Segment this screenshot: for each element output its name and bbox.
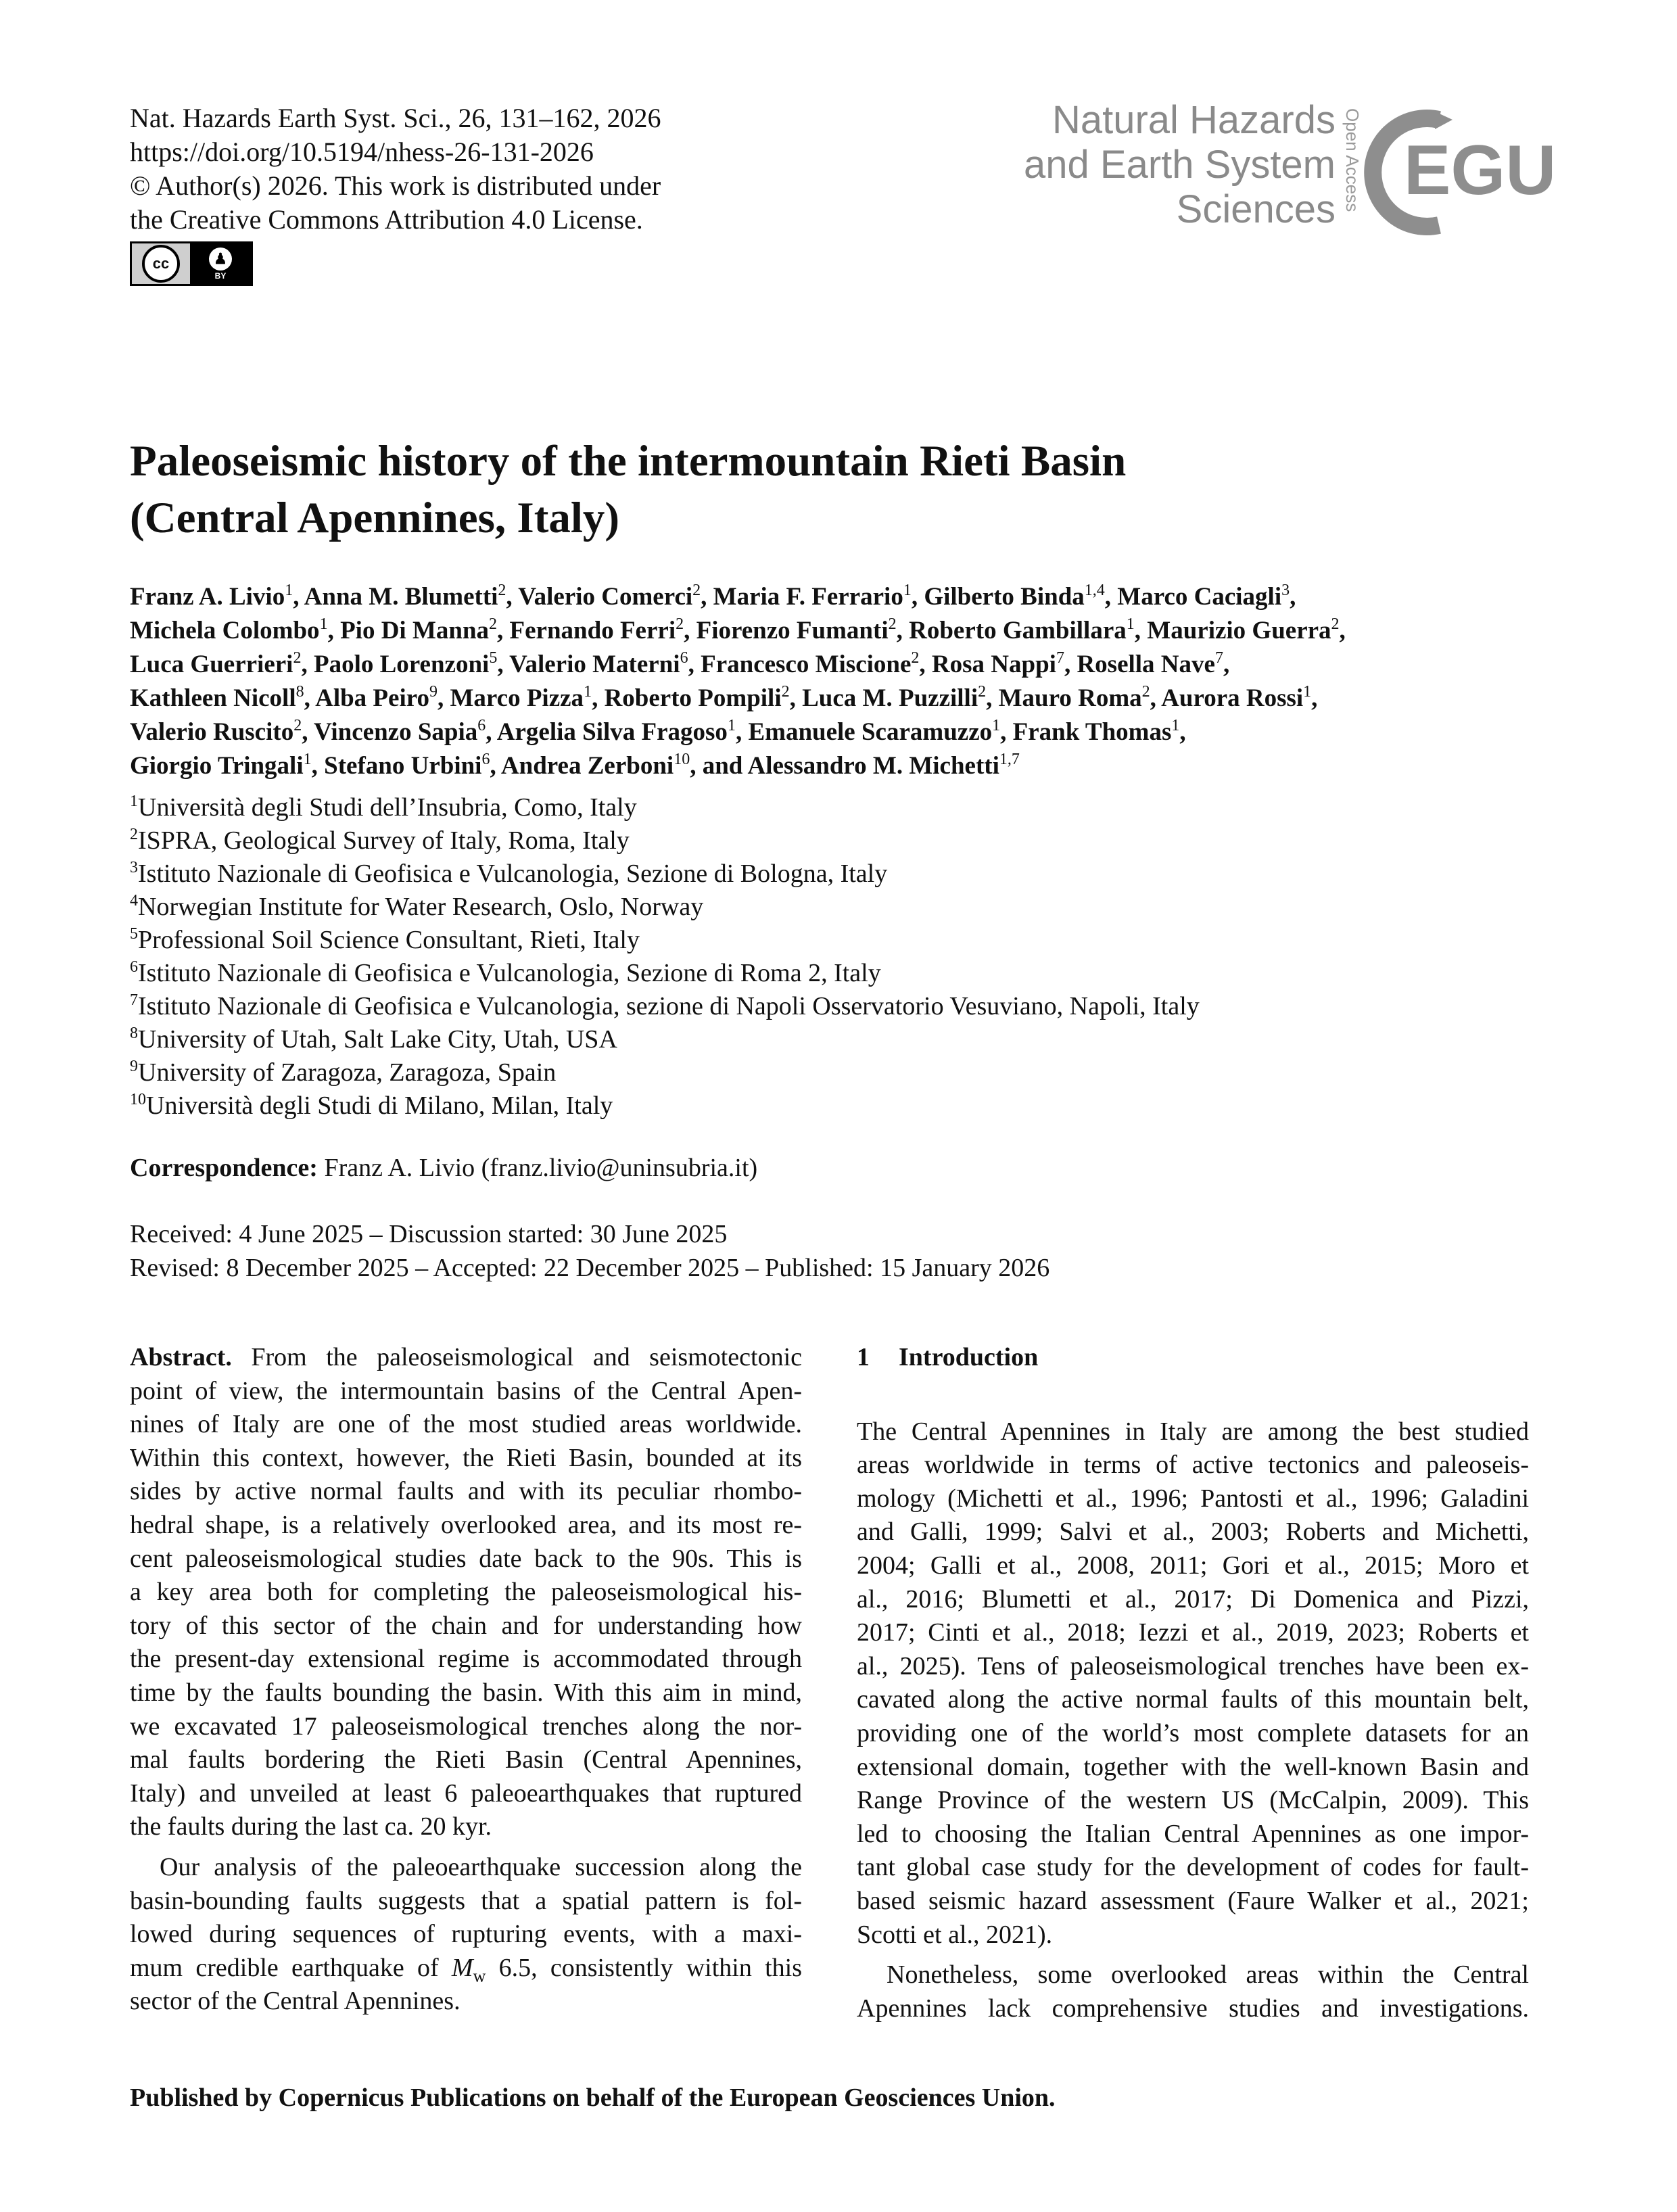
author-name: Rosa Nappi	[931, 651, 1056, 678]
author-name: Paolo Lorenzoni	[313, 651, 490, 678]
author-affiliation-ref: 6	[680, 649, 688, 667]
author-name: Vincenzo Sapia	[314, 718, 478, 746]
by-label: BY	[214, 270, 227, 281]
author-name: Maurizio Guerra	[1147, 617, 1331, 644]
author-name: Giorgio Tringali	[130, 752, 304, 780]
affiliation-item	[130, 824, 1200, 857]
affiliation-text: Università degli Studi di Milano, Milan, Italy	[146, 1091, 613, 1120]
author-name: Mauro Roma	[998, 684, 1142, 712]
author-affiliation-ref: 1	[903, 582, 912, 599]
author-affiliation-ref: 1	[1126, 615, 1135, 633]
correspondence-label: Correspondence:	[130, 1154, 318, 1182]
affiliation-item	[130, 857, 1200, 891]
author-line: Franz A. Livio$^1$, Anna M. Blumetti$^2$, Valerio Comerci$^2$, Maria F. Ferrario$^1$, Gilberto Binda$^{1,4}$, Marco Caciagli$^3$,	[130, 582, 1296, 611]
author-affiliation-ref: 2	[293, 649, 302, 667]
author-name: Aurora Rossi	[1161, 684, 1304, 712]
author-affiliation-ref: 5	[489, 649, 498, 667]
author-affiliation-ref: 2	[293, 717, 302, 734]
author-affiliation-ref: 1	[319, 615, 328, 633]
author-affiliation-ref: 10	[674, 751, 690, 768]
author-affiliation-ref: 1	[285, 582, 293, 599]
affiliation-list	[130, 791, 1200, 1123]
author-affiliation-ref: 1,4	[1084, 582, 1105, 599]
author-name: Rosella Nave	[1077, 651, 1215, 678]
author-name: Roberto Pompili	[604, 684, 782, 712]
author-name: Michela Colombo	[130, 617, 320, 644]
author-name: Alba Peiro	[315, 684, 429, 712]
author-affiliation-ref: 2	[1141, 683, 1150, 701]
author-name: Franz A. Livio	[130, 583, 285, 611]
affiliation-number: 2	[130, 826, 138, 843]
author-line: Valerio Ruscito$^2$, Vincenzo Sapia$^6$, Argelia Silva Fragoso$^1$, Emanuele Scaramuzzo$^1$, Frank Thomas$^1$,	[130, 717, 1186, 746]
author-name: Marco Caciagli	[1117, 583, 1282, 611]
open-access-label: Open Access	[1342, 108, 1363, 212]
affiliation-item	[130, 924, 1200, 957]
affiliation-text: Professional Soil Science Consultant, Rieti, Italy	[138, 926, 640, 954]
author-name: Roberto Gambillara	[909, 617, 1127, 644]
author-affiliation-ref: 2	[498, 582, 506, 599]
author-list	[130, 580, 1550, 783]
author-name: Fernando Ferri	[509, 617, 676, 644]
abstract-column: Abstract. From the paleoseismological and seismotectonic point of view, the intermountain basins of the Central Apen- nines of Italy are one of the most studied areas worldwide. Within this context, however, the Rieti Basin, bounded at its sides by active normal faults and with its peculiar rhombo- hedral shape, is a relatively overlooked area, and its most re- cent paleoseismological studies date back to the 90s. This is a key area both for completing the paleoseismological his- tory of this sector of the chain and for understanding how the present-day extensional regime is accommodated through time by the faults bounding the basin. With this aim in mind, we excavated 17 paleoseismological trenches along the nor- mal faults bordering the Rieti Basin (Central Apennines, Italy) and unveiled at least 6 paleoearthquakes that ruptured the faults during the last ca. 20 kyr. Our analysis of the paleoearthquake succession along the basin-bounding faults suggests that a spatial pattern is fol- lowed during sequences of rupturing events, with a maxi- mum credible earthquake of $M_w$ 6.5, consistently within this sector of the Central Apennines.	[130, 1343, 802, 2016]
author-affiliation-ref: 2	[489, 615, 498, 633]
affiliation-number: 10	[130, 1091, 146, 1108]
attribution-person-icon: ♟	[209, 248, 232, 270]
author-name: Anna M. Blumetti	[304, 583, 498, 611]
author-name: Emanuele Scaramuzzo	[748, 718, 993, 746]
author-name: Frank Thomas	[1012, 718, 1172, 746]
affiliation-text: Istituto Nazionale di Geofisica e Vulcanologia, sezione di Napoli Osservatorio Vesuviano, Napoli, Italy	[138, 992, 1200, 1020]
affiliation-text: ISPRA, Geological Survey of Italy, Roma, Italy	[138, 826, 630, 855]
affiliation-number: 5	[130, 925, 138, 943]
affiliation-text: Istituto Nazionale di Geofisica e Vulcanologia, Sezione di Bologna, Italy	[138, 860, 888, 888]
author-affiliation-ref: 1	[1303, 683, 1312, 701]
author-affiliation-ref: 1	[303, 751, 312, 768]
affiliation-item	[130, 1089, 1200, 1123]
author-affiliation-ref: 2	[692, 582, 701, 599]
affiliation-text: University of Zaragoza, Zaragoza, Spain	[138, 1058, 557, 1087]
affiliation-item	[130, 1056, 1200, 1089]
author-affiliation-ref: 1	[1171, 717, 1180, 734]
author-affiliation-ref: 3	[1281, 582, 1290, 599]
author-affiliation-ref: 2	[888, 615, 897, 633]
author-line: Luca Guerrieri$^2$, Paolo Lorenzoni$^5$, Valerio Materni$^6$, Francesco Miscione$^2$, Rosa Nappi$^7$, Rosella Nave$^7$,	[130, 649, 1230, 678]
author-line: Kathleen Nicoll$^8$, Alba Peiro$^9$, Marco Pizza$^1$, Roberto Pompili$^2$, Luca M. Puzzilli$^2$, Mauro Roma$^2$, Aurora Rossi$^1$,	[130, 683, 1318, 712]
publisher-footer: Published by Copernicus Publications on behalf of the European Geosciences Union.	[130, 2084, 1056, 2112]
affiliation-text: Istituto Nazionale di Geofisica e Vulcanologia, Sezione di Roma 2, Italy	[138, 959, 881, 987]
affiliation-item	[130, 990, 1200, 1023]
affiliation-text: University of Utah, Salt Lake City, Utah, USA	[138, 1025, 617, 1054]
author-name: Kathleen Nicoll	[130, 684, 296, 712]
author-name: Stefano Urbini	[324, 752, 482, 780]
author-affiliation-ref: 8	[296, 683, 304, 701]
affiliation-number: 1	[130, 793, 138, 810]
citation-line: Nat. Hazards Earth Syst. Sci., 26, 131–162, 2026	[130, 103, 661, 133]
introduction-column: 1 Introduction The Central Apennines in Italy are among the best studied areas worldwide in terms of active tectonics and paleoseis- mology (Michetti et al., 1996; Pantosti et al., 1996; Galadini and Galli, 1999; Salvi et al., 2003; Roberts and Michetti, 2004; Galli et al., 2008, 2011; Gori et al., 2015; Moro et al., 2016; Blumetti et al., 2017; Di Domenica and Pizzi, 2017; Cinti et al., 2018; Iezzi et al., 2019, 2023; Roberts et al., 2025). Tens of paleoseismological trenches have been ex- cavated along the active normal faults of this mountain belt, providing one of the world’s most complete datasets for an extensional domain, together with the well-known Basin and Range Province of the western US (McCalpin, 2009). This led to choosing the Italian Central Apennines as one impor- tant global case study for the development of codes for fault- based seismic hazard assessment (Faure Walker et al., 2021; Scotti et al., 2021). Nonetheless, some overlooked areas within the Central Apennines lack comprehensive studies and investigations.	[857, 1341, 1529, 2025]
author-name: Francesco Miscione	[701, 651, 912, 678]
author-affiliation-ref: 1	[992, 717, 1001, 734]
author-affiliation-ref: 2	[1331, 615, 1340, 633]
affiliation-item	[130, 957, 1200, 990]
affiliation-item	[130, 1023, 1200, 1056]
affiliation-item	[130, 891, 1200, 924]
author-line: Michela Colombo$^1$, Pio Di Manna$^2$, Fernando Ferri$^2$, Fiorenzo Fumanti$^2$, Roberto Gambillara$^1$, Maurizio Guerra$^2$,	[130, 615, 1346, 644]
affiliation-text: Università degli Studi dell’Insubria, Como, Italy	[138, 793, 637, 822]
citation-block	[130, 101, 661, 237]
author-name: Argelia Silva Fragoso	[496, 718, 728, 746]
author-name: Marco Pizza	[450, 684, 584, 712]
correspondence	[130, 1151, 757, 1185]
author-affiliation-ref: 6	[481, 751, 490, 768]
author-affiliation-ref: 2	[781, 683, 790, 701]
affiliation-item	[130, 791, 1200, 824]
egu-logo	[1373, 105, 1557, 240]
author-affiliation-ref: 1,7	[999, 751, 1020, 768]
journal-name: Natural Hazards and Earth System Sciences	[1024, 98, 1336, 231]
author-name: Luca Guerrieri	[130, 651, 293, 678]
affiliation-number: 4	[130, 892, 138, 910]
cc-by-license-badge[interactable]	[130, 241, 253, 286]
abstract-label: Abstract.	[130, 1343, 232, 1371]
author-affiliation-ref: 2	[911, 649, 920, 667]
affiliation-text: Norwegian Institute for Water Research, Oslo, Norway	[138, 893, 704, 921]
author-affiliation-ref: 6	[477, 717, 486, 734]
affiliation-number: 3	[130, 859, 138, 876]
citation-line: © Author(s) 2026. This work is distributed under	[130, 170, 661, 201]
publication-dates: Received: 4 June 2025 – Discussion started: 30 June 2025 Revised: 8 December 2025 – Accepted: 22 December 2025 – Published: 15 January 2026	[130, 1220, 1050, 1282]
author-name: Valerio Comerci	[518, 583, 693, 611]
author-name: Valerio Materni	[509, 651, 680, 678]
cc-icon: cc	[142, 245, 180, 283]
correspondence-text: Franz A. Livio (franz.livio@uninsubria.it)	[324, 1154, 758, 1182]
egu-logo-text: EGU	[1404, 131, 1557, 210]
affiliation-number: 8	[130, 1025, 138, 1042]
doi-link[interactable]: https://doi.org/10.5194/nhess-26-131-2026	[130, 137, 594, 167]
section-heading: 1 Introduction	[857, 1343, 1039, 1371]
author-name: Valerio Ruscito	[130, 718, 294, 746]
author-affiliation-ref: 7	[1056, 649, 1064, 667]
author-affiliation-ref: 2	[978, 683, 987, 701]
author-affiliation-ref: 2	[676, 615, 684, 633]
author-name: Luca M. Puzzilli	[802, 684, 978, 712]
author-name: Fiorenzo Fumanti	[696, 617, 889, 644]
author-name: Pio Di Manna	[340, 617, 490, 644]
citation-line: the Creative Commons Attribution 4.0 License.	[130, 204, 643, 235]
author-line: Giorgio Tringali$^1$, Stefano Urbini$^6$, Andrea Zerboni$^{10}$, and Alessandro M. Michetti$^{1,7}$	[130, 751, 1020, 780]
affiliation-number: 7	[130, 991, 138, 1009]
affiliation-number: 9	[130, 1058, 138, 1075]
author-affiliation-ref: 1	[584, 683, 592, 701]
author-affiliation-ref: 9	[429, 683, 438, 701]
author-name: Maria F. Ferrario	[713, 583, 903, 611]
author-affiliation-ref: 1	[727, 717, 736, 734]
author-name: Gilberto Binda	[924, 583, 1085, 611]
affiliation-number: 6	[130, 958, 138, 976]
author-name: Andrea Zerboni	[500, 752, 674, 780]
author-name: and Alessandro M. Michetti	[702, 752, 999, 780]
paper-title: Paleoseismic history of the intermountain Rieti Basin (Central Apennines, Italy)	[130, 437, 1127, 542]
author-affiliation-ref: 7	[1214, 649, 1223, 667]
